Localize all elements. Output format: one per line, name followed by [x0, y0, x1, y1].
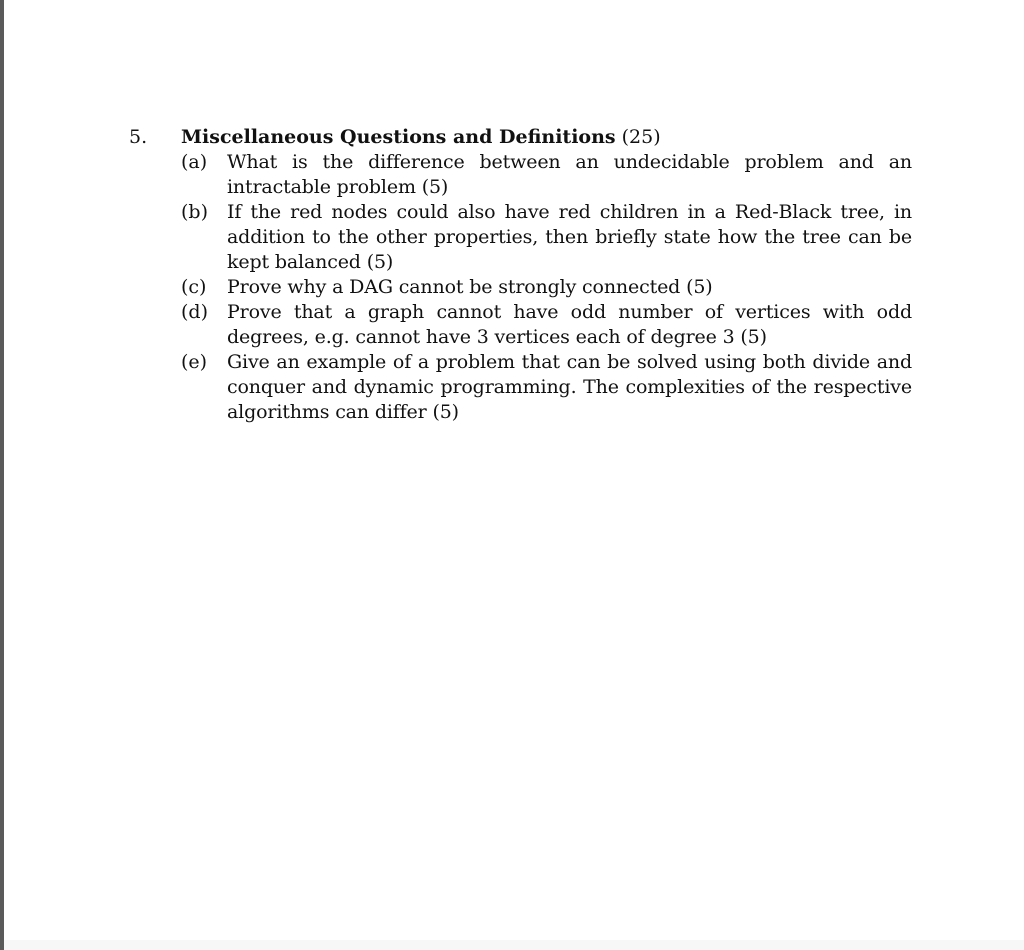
question-marks: (25)	[621, 126, 661, 148]
part-label: (e)	[181, 351, 208, 373]
part-label: (a)	[181, 151, 208, 173]
part-label: (b)	[181, 201, 208, 223]
question-part-d	[4, 300, 1024, 350]
part-text: Prove that a graph cannot have odd number of vertices with odd degrees, e.g. cannot have 3 vertices each of degree 3 (5)	[227, 301, 912, 348]
part-text: Give an example of a problem that can be solved using both divide and conquer and dynamic programming. The complexities of the respective algorithms can differ (5)	[227, 351, 912, 423]
question-number: 5.	[129, 126, 148, 148]
question-parts	[4, 150, 1024, 425]
question-part-b	[4, 200, 1024, 275]
part-label: (c)	[181, 276, 207, 298]
part-text: What is the difference between an undecidable problem and an intractable problem (5)	[227, 151, 912, 198]
part-text: If the red nodes could also have red children in a Red-Black tree, in addition to the other properties, then briefly state how the tree can be kept balanced (5)	[227, 201, 912, 273]
question-part-c	[4, 275, 1024, 300]
part-text: Prove why a DAG cannot be strongly connected (5)	[227, 276, 713, 298]
document-page	[4, 0, 1024, 940]
question-title: Miscellaneous Questions and Definitions	[181, 126, 616, 148]
question-part-e	[4, 350, 1024, 425]
part-label: (d)	[181, 301, 208, 323]
question-part-a	[4, 150, 1024, 200]
question-heading	[181, 125, 661, 150]
